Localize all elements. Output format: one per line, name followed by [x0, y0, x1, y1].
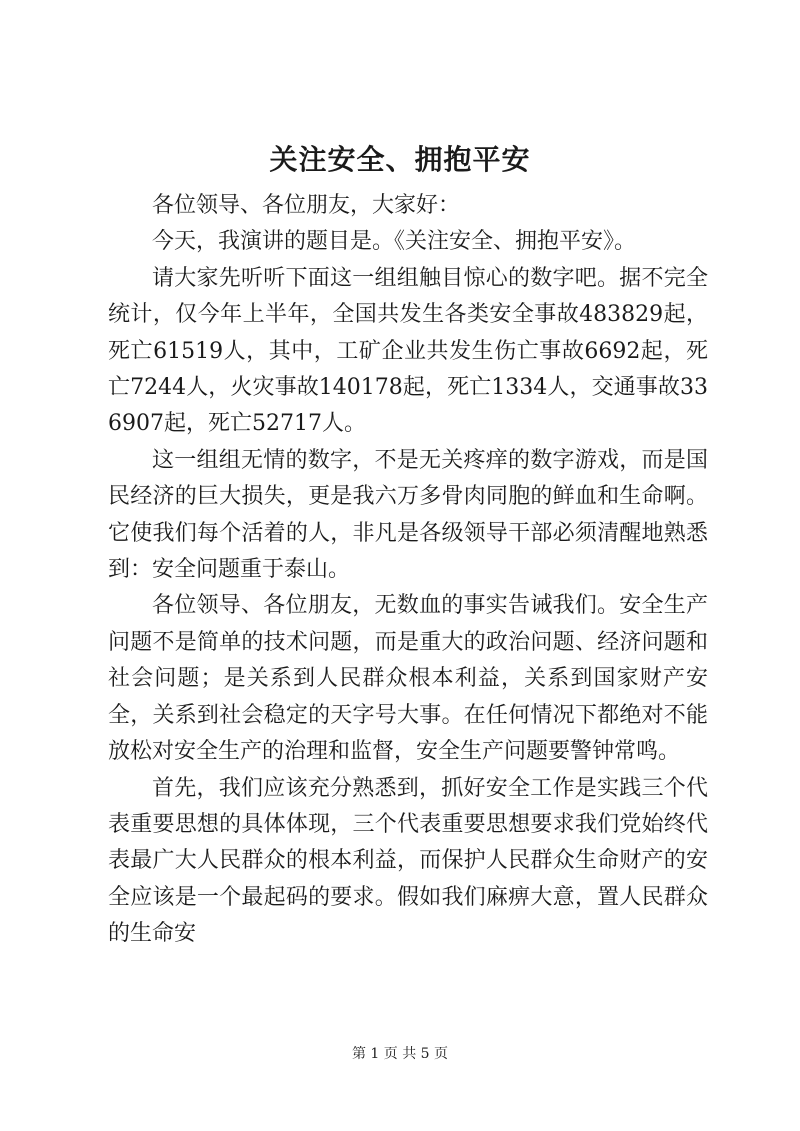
paragraph-numbers-meaning: 这一组组无情的数字，不是无关疼痒的数字游戏，而是国民经济的巨大损失，更是我六万多骨肉同胞的鲜血和生命啊。它使我们每个活着的人，非凡是各级领导干部必须清醒地熟悉到：安全问题重于泰山。 — [108, 447, 708, 583]
paragraph-topic: 今天，我演讲的题目是。《关注安全、拥抱平安》。 — [152, 229, 637, 255]
paragraph-three-represents: 首先，我们应该充分熟悉到，抓好安全工作是实践三个代表重要思想的具体体现，三个代表重要思想要求我们党始终代表最广大人民群众的根本利益，而保护人民群众生命财产的安全应该是一个最起码的要求。假如我们麻痹大意，置人民群众的生命安 — [108, 775, 708, 947]
page-footer: 第 1 页 共 5 页 — [351, 1046, 449, 1062]
paragraph-greeting: 各位领导、各位朋友，大家好： — [152, 193, 461, 218]
document-title: 关注安全、拥抱平安 — [269, 143, 531, 176]
paragraph-statistics: 请大家先听听下面这一组组触目惊心的数字吧。据不完全统计，仅今年上半年，全国共发生各类安全事故483829起，死亡61519人，其中，工矿企业共发生伤亡事故6692起，死亡7244人，火灾事故140178起，死亡1334人，交通事故336907起，死亡52717人。 — [108, 265, 708, 437]
document-body — [108, 188, 708, 953]
paragraph-safety-importance: 各位领导、各位朋友，无数血的事实告诫我们。安全生产问题不是简单的技术问题，而是重大的政治问题、经济问题和社会问题；是关系到人民群众根本利益，关系到国家财产安全，关系到社会稳定的天字号大事。在任何情况下都绝对不能放松对安全生产的治理和监督，安全生产问题要警钟常鸣。 — [108, 593, 708, 765]
